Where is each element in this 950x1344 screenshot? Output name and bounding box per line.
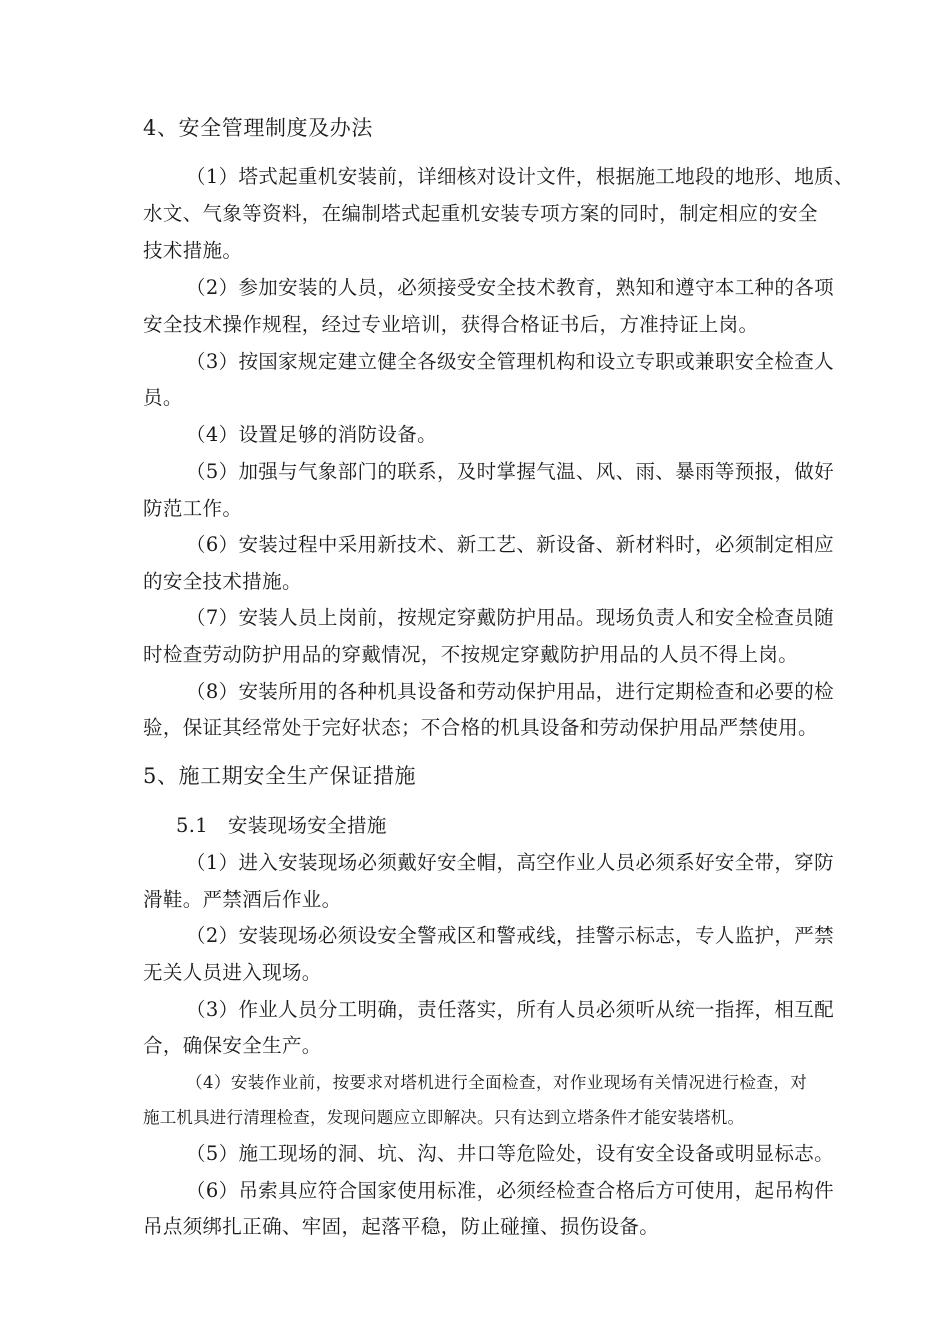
s5-item-3-line-1: （3）作业人员分工明确，责任落实，所有人员必须听从统一指挥，相互配 xyxy=(186,998,834,1021)
s4-item-3-line-1: （3）按国家规定建立健全各级安全管理机构和设立专职或兼职安全检查人 xyxy=(186,350,834,373)
s4-item-8-line-1: （8）安装所用的各种机具设备和劳动保护用品，进行定期检查和必要的检 xyxy=(186,680,834,703)
s4-item-5-line-1: （5）加强与气象部门的联系，及时掌握气温、风、雨、暴雨等预报，做好 xyxy=(186,460,834,483)
s4-item-2-line-1: （2）参加安装的人员，必须接受安全技术教育，熟知和遵守本工种的各项 xyxy=(186,276,834,299)
s4-item-7-line-2: 时检查劳动防护用品的穿戴情况，不按规定穿戴防护用品的人员不得上岗。 xyxy=(143,643,799,666)
s5-item-1-line-1: （1）进入安装现场必须戴好安全帽，高空作业人员必须系好安全带，穿防 xyxy=(186,851,834,874)
section-5-heading: 5、施工期安全生产保证措施 xyxy=(143,764,417,788)
s5-item-4-line-2: 施工机具进行清理检查，发现问题应立即解决。只有达到立塔条件才能安装塔机。 xyxy=(143,1108,745,1127)
s5-item-6-line-1: （6）吊索具应符合国家使用标准，必须经检查合格后方可使用，起吊构件 xyxy=(186,1179,834,1202)
s4-item-6-line-2: 的安全技术措施。 xyxy=(143,570,302,593)
subsection-5-1-heading: 5.1 安装现场安全措施 xyxy=(176,814,387,837)
s4-item-1-line-2: 水文、气象等资料，在编制塔式起重机安装专项方案的同时，制定相应的安全 xyxy=(143,202,818,225)
s5-item-4-line-1: （4）安装作业前，按要求对塔机进行全面检查，对作业现场有关情况进行检查，对 xyxy=(186,1073,807,1092)
s5-item-6-line-2: 吊点须绑扎正确、牢固，起落平稳，防止碰撞、损伤设备。 xyxy=(143,1215,660,1238)
s5-item-1-line-2: 滑鞋。严禁酒后作业。 xyxy=(143,888,342,911)
s4-item-1-line-1: （1）塔式起重机安装前，详细核对设计文件，根据施工地段的地形、地质、 xyxy=(186,165,854,188)
s4-item-8-line-2: 验，保证其经常处于完好状态；不合格的机具设备和劳动保护用品严禁使用。 xyxy=(143,716,818,739)
s4-item-5-line-2: 防范工作。 xyxy=(143,497,243,520)
s5-item-3-line-2: 合，确保安全生产。 xyxy=(143,1034,322,1057)
s4-item-2-line-2: 安全技术操作规程，经过专业培训，获得合格证书后，方准持证上岗。 xyxy=(143,313,759,336)
s5-item-2-line-2: 无关人员进入现场。 xyxy=(143,961,322,984)
section-4-heading: 4、安全管理制度及办法 xyxy=(143,116,373,140)
s5-item-5-line-1: （5）施工现场的洞、坑、沟、井口等危险处，设有安全设备或明显标志。 xyxy=(186,1142,834,1165)
s4-item-6-line-1: （6）安装过程中采用新技术、新工艺、新设备、新材料时，必须制定相应 xyxy=(186,533,834,556)
s4-item-4-line-1: （4）设置足够的消防设备。 xyxy=(186,423,437,446)
s4-item-3-line-2: 员。 xyxy=(143,386,183,409)
s5-item-2-line-1: （2）安装现场必须设安全警戒区和警戒线，挂警示标志，专人监护，严禁 xyxy=(186,924,834,947)
s4-item-7-line-1: （7）安装人员上岗前，按规定穿戴防护用品。现场负责人和安全检查员随 xyxy=(186,606,834,629)
s4-item-1-line-3: 技术措施。 xyxy=(143,239,243,262)
